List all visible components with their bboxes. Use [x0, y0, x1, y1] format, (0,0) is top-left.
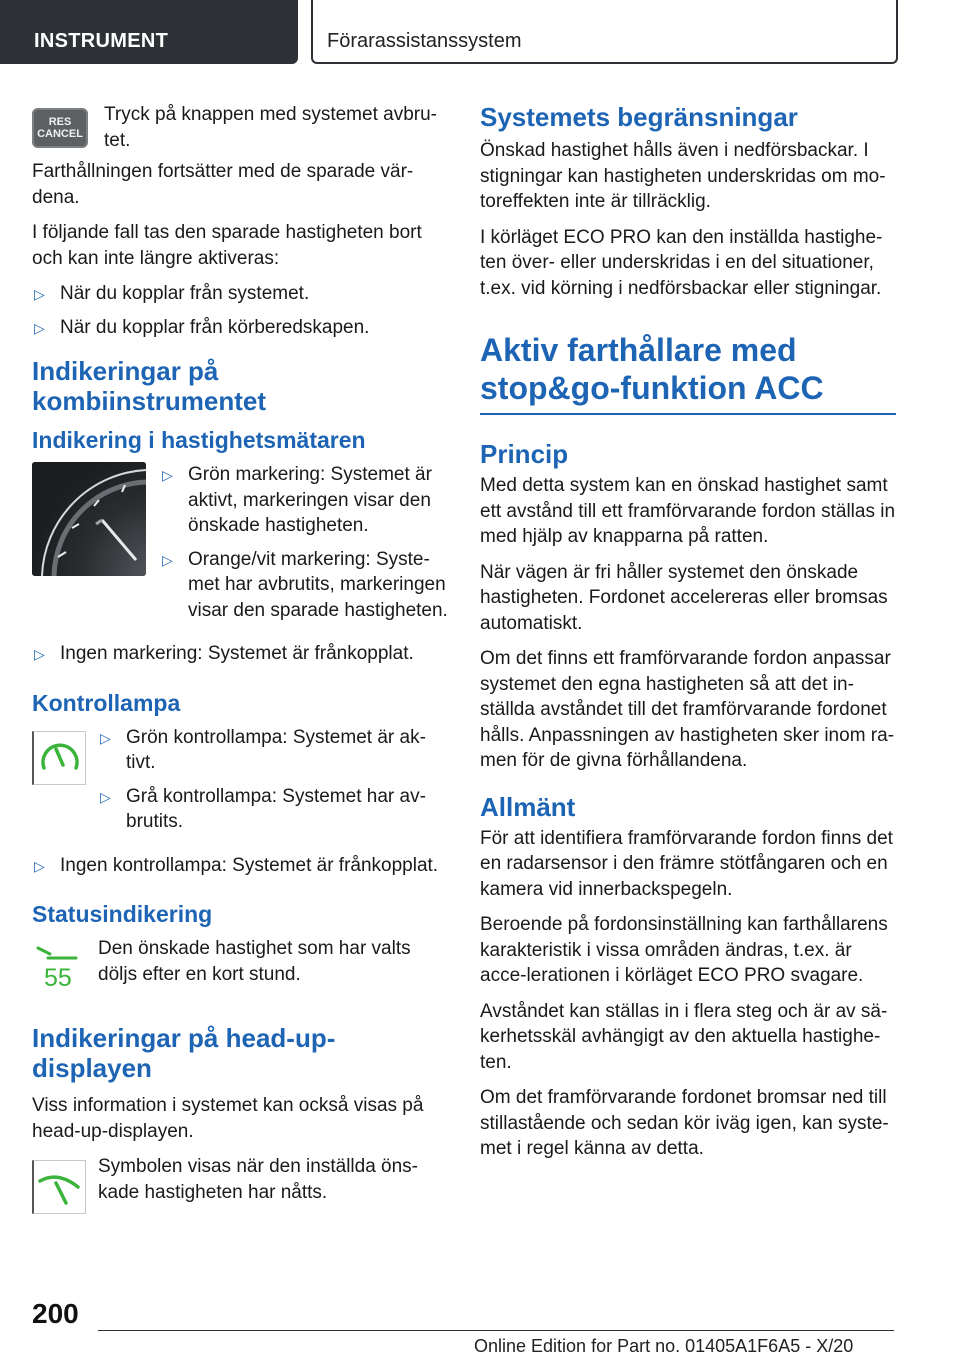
- paragraph-principle-1: Med detta system kan en önskad hastighet samt ett avstånd till ett framförvarande fordon ställas in med hjälp av knapparna på ratten.: [480, 475, 896, 547]
- list-item: ▷ När du kopplar från körberedskapen.: [32, 315, 448, 341]
- footer-divider: [98, 1330, 894, 1331]
- edition-text: Online Edition for Part no. 01405A1F6A5 - X/20: [474, 1336, 854, 1356]
- right-column: [480, 102, 896, 1172]
- heading-lamp: Kontrollampa: [32, 689, 181, 716]
- paragraph-principle-3: Om det finns ett framförvarande fordon anpassar systemet den egna hastigheten så att det in-ställda avståndet till det framförvarande fordonet hålls. Anpassningen av hastigheten sker inom ra-men för de givna förhållandena.: [480, 648, 895, 771]
- chapter-title: Förarassistanssystem: [327, 30, 522, 52]
- paragraph-hud: Viss information i systemet kan också visas på head-up-displayen.: [32, 1095, 424, 1142]
- paragraph-limits-2: I körläget ECO PRO kan den inställda hastighe-ten över- eller underskridas i en del situationer, t.ex. vid körning i nedförsbackar eller stigningar.: [480, 226, 883, 299]
- left-column: [32, 102, 448, 1224]
- acc-lamp-icon: [32, 731, 86, 785]
- res-cancel-row: [32, 102, 448, 153]
- speedo-list-extra: [32, 641, 448, 667]
- chapter-tab: [311, 0, 898, 64]
- svg-text:55: 55: [44, 964, 72, 992]
- lamp-row: [32, 725, 448, 843]
- heading-status: Statusindikering: [32, 901, 213, 927]
- heading-speedo: Indikering i hastighetsmätaren: [32, 427, 366, 453]
- heading-combi: Indikeringar på kombiinstrumentet: [32, 356, 267, 416]
- lamp-list-extra: [32, 853, 448, 879]
- triangle-icon: ▷: [162, 467, 173, 483]
- list-item: ▷ När du kopplar från systemet.: [32, 281, 448, 307]
- hud-row: [32, 1154, 448, 1214]
- list-item: ▷ Ingen markering: Systemet är frånkopplat.: [32, 641, 448, 667]
- paragraph-resume: Farthållningen fortsätter med de sparade vär-dena.: [32, 161, 414, 208]
- triangle-icon: ▷: [100, 729, 111, 746]
- cases-list: [32, 281, 448, 340]
- list-item: ▷ Grön markering: Systemet är aktivt, markeringen visar den önskade hastigheten.: [162, 464, 432, 536]
- speedo-list: [160, 462, 448, 631]
- paragraph-principle-2: När vägen är fri håller systemet den önskade hastigheten. Fordonet accelereras eller bromsas automatiskt.: [480, 561, 888, 634]
- triangle-icon: ▷: [34, 286, 45, 302]
- paragraph-general-3: Avståndet kan ställas in i flera steg och är av sä-kerhetsskäl avhängigt av den aktuella hastighe-ten.: [480, 1000, 888, 1073]
- paragraph-cases: I följande fall tas den sparade hastigheten bort och kan inte längre aktiveras:: [32, 222, 422, 269]
- triangle-icon: ▷: [34, 857, 45, 874]
- list-item: ▷ Ingen kontrollampa: Systemet är frånkopplat.: [32, 853, 448, 879]
- triangle-icon: ▷: [100, 788, 111, 805]
- heading-hud: Indikeringar på head-up-displayen: [32, 1023, 336, 1083]
- res-cancel-icon: RES CANCEL: [32, 102, 94, 148]
- paragraph-general-2: Beroende på fordonsinställning kan farthållarens karakteristik i vissa områden ändras, t.ex. är acce-lerationen i körläget ECO PRO svagare.: [480, 914, 888, 986]
- res-cancel-text: Tryck på knappen med systemet avbru-tet.: [104, 104, 437, 151]
- lamp-list: [98, 725, 448, 843]
- list-item: ▷ Grön kontrollampa: Systemet är ak-tivt.: [100, 726, 426, 773]
- list-item: ▷ Grå kontrollampa: Systemet har av-brutits.: [100, 785, 426, 832]
- speedometer-image: [32, 462, 146, 576]
- heading-limits: Systemets begränsningar: [480, 102, 798, 132]
- paragraph-general-4: Om det framförvarande fordonet bromsar ned till stillastående och sedan kör iväg igen, kan syste-met i regel känna av detta.: [480, 1087, 889, 1159]
- status-row: [32, 936, 448, 997]
- paragraph-limits-1: Önskad hastighet hålls även i nedförsbackar. I stigningar kan hastigheten underskridas om mo-toreffekten inte är tillräcklig.: [480, 140, 886, 212]
- hud-symbol-icon: [32, 1160, 86, 1214]
- status-speed-icon: [32, 936, 88, 997]
- section-tab: [0, 0, 298, 64]
- heading-acc: Aktiv farthållare med stop&go-funktion ACC: [480, 331, 896, 415]
- triangle-icon: ▷: [162, 551, 173, 568]
- hud-symbol-text: Symbolen visas när den inställda öns-kade hastigheten har nåtts.: [98, 1156, 419, 1203]
- triangle-icon: ▷: [34, 319, 45, 336]
- section-title: INSTRUMENT: [34, 30, 169, 52]
- status-text: Den önskade hastighet som har valts döljs efter en kort stund.: [98, 938, 411, 985]
- speedo-row: [32, 462, 448, 631]
- heading-general: Allmänt: [480, 791, 576, 822]
- page-number: 200: [32, 1298, 79, 1329]
- list-item: ▷ Orange/vit markering: Syste-met har avbrutits, markeringen visar den sparade hastigheten.: [162, 548, 448, 621]
- triangle-icon: ▷: [34, 646, 45, 662]
- paragraph-general-1: För att identifiera framförvarande fordon finns det en radarsensor i den främre stötfångaren och en kamera vid innerbackspegeln.: [480, 827, 893, 900]
- heading-principle: Princip: [480, 439, 569, 469]
